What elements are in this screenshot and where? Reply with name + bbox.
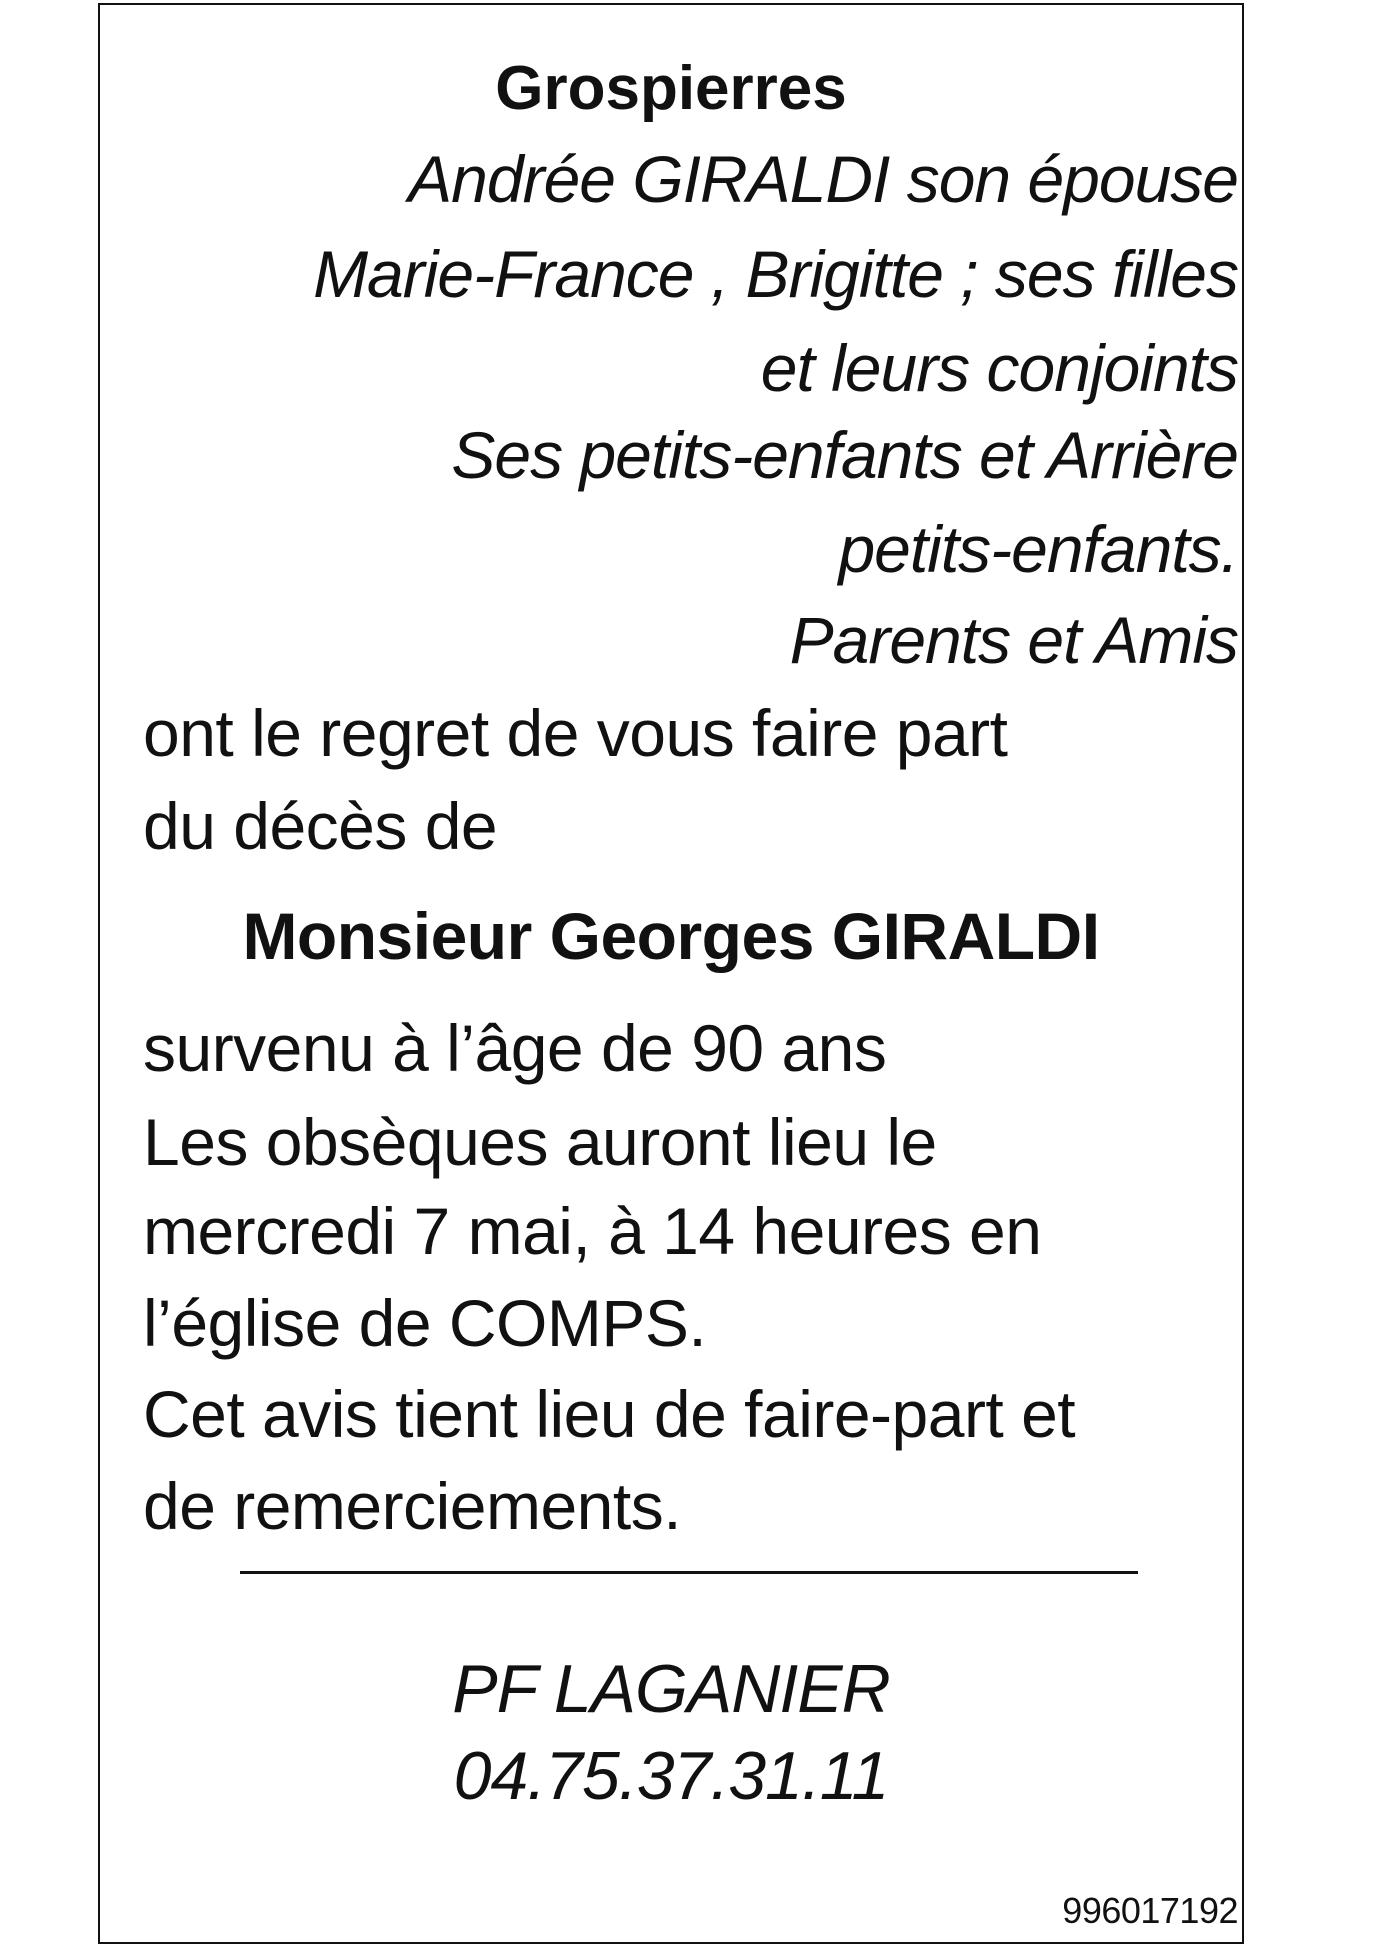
deceased-name: Monsieur Georges GIRALDI — [242, 899, 1100, 973]
family-line: Ses petits-enfants et Arrière — [451, 418, 1238, 492]
announcement-line: ont le regret de vous faire part — [143, 696, 1008, 770]
family-line: Parents et Amis — [789, 603, 1238, 677]
detail-line: l’église de COMPS. — [143, 1286, 707, 1360]
funeral-home-name: PF LAGANIER — [452, 1651, 890, 1727]
family-line: Andrée GIRALDI son épouse — [408, 142, 1238, 216]
divider-rule — [240, 1571, 1138, 1574]
family-line: et leurs conjoints — [760, 331, 1238, 405]
town-heading: Grospierres — [495, 54, 847, 123]
detail-line: de remerciements. — [143, 1469, 682, 1543]
reference-number: 996017192 — [1062, 1890, 1238, 1931]
detail-line: Les obsèques auront lieu le — [143, 1105, 937, 1179]
detail-line: mercredi 7 mai, à 14 heures en — [143, 1194, 1042, 1268]
funeral-home-phone: 04.75.37.31.11 — [453, 1738, 889, 1814]
family-line: petits-enfants. — [838, 512, 1238, 586]
announcement-line: du décès de — [143, 789, 498, 863]
detail-line: Cet avis tient lieu de faire-part et — [143, 1377, 1076, 1451]
detail-line: survenu à l’âge de 90 ans — [143, 1011, 887, 1085]
family-line: Marie-France , Brigitte ; ses filles — [313, 237, 1238, 311]
